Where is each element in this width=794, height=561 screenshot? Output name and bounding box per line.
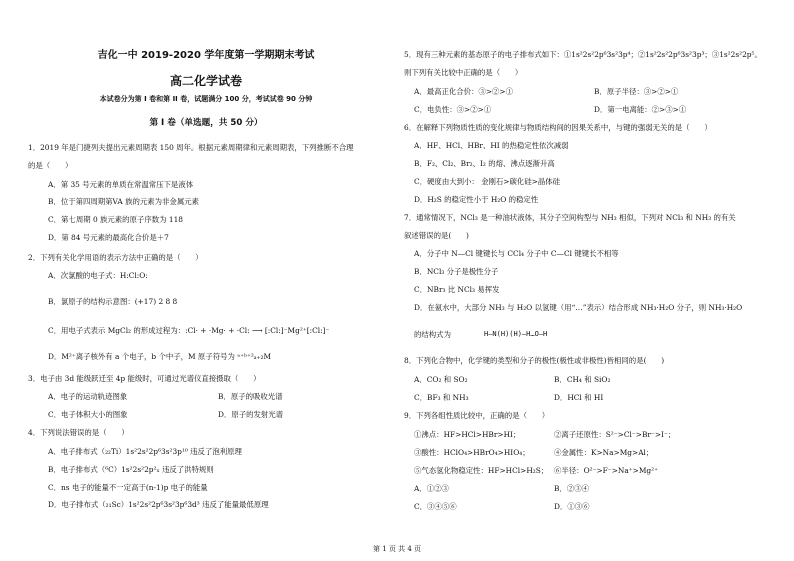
- exam-note: 本试卷分为第 I 卷和第 II 卷，试题满分 100 分，考试试卷 90 分钟: [99, 95, 313, 103]
- question-9-stem: 9．下列各组性质比较中，正确的是（ ）: [404, 411, 550, 420]
- q8-option-d: D．HCl 和 HI: [554, 393, 604, 402]
- question-6-stem: 6．在解释下列物质性质的变化规律与物质结构间的因果关系中，与键的强弱无关的是（ ）: [404, 123, 712, 132]
- q4-option-d: D．电子排布式（₂₁Sc）1s²2s²2p⁶3s²3p⁶3d³ 违反了能量最低原理: [48, 500, 269, 509]
- q1-option-a: A．第 35 号元素的单质在常温常压下是液体: [48, 180, 194, 189]
- q8-option-a: A．CO₂ 和 SO₂: [414, 375, 468, 384]
- page-footer: 第 1 页 共 4 页: [372, 545, 422, 553]
- q7-option-c: C．NBr₃ 比 NCl₃ 易挥发: [414, 285, 500, 294]
- q5-option-a: A．最高正化合价：③>②>①: [414, 87, 514, 96]
- question-5-stem-cont: 则下列有关比较中正确的是（ ）: [404, 68, 523, 77]
- q7-option-b: B．NCl₃ 分子是极性分子: [414, 267, 499, 276]
- q6-option-c: C．硬度由大到小： 金刚石>碳化硅>晶体硅: [414, 177, 561, 186]
- exam-subtitle: 高二化学试卷: [169, 74, 242, 88]
- q1-option-d: D．第 84 号元素的最高化合价是＋7: [48, 233, 169, 242]
- question-5-stem: 5．现有三种元素的基态原子的电子排布式如下：①1s²2s²2p⁶3s²3p⁴；②1s²2s²2p⁶3s²3p³；③1s²2s²2p⁵。: [404, 50, 762, 59]
- q3-option-a: A．电子的运动轨迹图象: [48, 392, 128, 401]
- q5-option-d: D．第一电离能：②>③>①: [594, 105, 687, 114]
- q8-option-c: C．BF₃ 和 NH₃: [414, 393, 469, 402]
- q2-option-d: D．M²⁺离子核外有 a 个电子，b 个中子，M 原子符号为 ᵃ⁺ᵇ⁺²ₐ₊₂M: [48, 352, 272, 361]
- structure-formula: H—N(H)(H)—H…O—H: [484, 330, 548, 338]
- q6-option-a: A．HF、HCl、HBr、HI 的热稳定性依次减弱: [414, 141, 569, 150]
- question-7-stem-cont: 叙述错误的是( ): [404, 231, 469, 240]
- q9-item-6: ⑥半径：O²⁻>F⁻>Na⁺>Mg²⁺: [554, 466, 659, 475]
- q5-option-b: B．原子半径：③>②>①: [594, 87, 679, 96]
- q9-item-1: ①沸点：HF>HCl>HBr>HI；: [414, 430, 521, 439]
- q6-option-b: B．F₂、Cl₂、Br₂、I₂ 的熔、沸点逐渐升高: [414, 159, 555, 168]
- q9-item-4: ④金属性：K>Na>Mg>Al；: [554, 448, 654, 457]
- question-8-stem: 8．下列化合物中，化学键的类型和分子的极性(极性或非极性)皆相同的是( ): [404, 356, 665, 365]
- q8-option-b: B．CH₄ 和 SiO₂: [554, 375, 611, 384]
- question-7-stem: 7．通常情况下，NCl₃ 是一种油状液体，其分子空间构型与 NH₃ 相似，下列对 NCl₃ 和 NH₃ 的有关: [404, 213, 736, 222]
- q1-option-b: B．位于第四周期第VA 族的元素为非金属元素: [48, 197, 199, 206]
- question-4-stem: 4．下列说法错误的是（ ）: [28, 428, 129, 437]
- q3-option-d: D．原子的发射光谱: [218, 410, 284, 419]
- q4-option-b: B．电子排布式（⁶C）1s²2s²2p²ₓ 违反了洪特规则: [48, 465, 214, 474]
- section-title: 第 I 卷（单选题，共 50 分）: [149, 118, 263, 128]
- exam-title: 吉化一中 2019-2020 学年度第一学期期末考试: [97, 50, 315, 61]
- q9-option-b: B．②③④: [554, 484, 589, 493]
- q7-option-d: D．在氨水中，大部分 NH₃ 与 H₂O 以氢键（用“…”表示）结合形成 NH₃·H₂O 分子，则 NH₃·H₂O: [414, 303, 743, 312]
- q7-option-d-cont: 的结构式为: [414, 330, 451, 339]
- q5-option-c: C．电负性：③>②>①: [414, 105, 492, 114]
- q9-option-c: C．③④⑤⑥: [414, 502, 457, 511]
- q6-option-d: D．H₂S 的稳定性小于 H₂O 的稳定性: [414, 195, 539, 204]
- q9-item-3: ③酸性：HClO₄>HBrO₄>HIO₄；: [414, 448, 530, 457]
- question-1-stem: 1．2019 年是门捷列夫提出元素周期表 150 周年。根据元素周期律和元素周期表，下列推断不合理: [28, 143, 354, 152]
- question-2-stem: 2．下列有关化学用语的表示方法中正确的是（ ）: [28, 253, 203, 262]
- q2-option-a: A．次氯酸的电子式：H:Cl:O:: [48, 271, 148, 280]
- q9-item-5: ⑤气态氢化物稳定性：HF>HCl>H₂S；: [414, 466, 549, 475]
- question-1-stem-cont: 的是（ ）: [28, 161, 73, 170]
- q2-option-c: C．用电子式表示 MgCl₂ 的形成过程为：:Cl· + ·Mg· + ·Cl: ⟶ [:Cl:]⁻Mg²⁺[:Cl:]⁻: [48, 326, 330, 335]
- q9-item-2: ②离子还原性：S²⁻>Cl⁻>Br⁻>I⁻；: [554, 430, 676, 439]
- q2-option-b: B．氯原子的结构示意图：(+17) 2 8 8: [48, 297, 178, 306]
- q7-option-a: A．分子中 N—Cl 键键长与 CCl₄ 分子中 C—Cl 键键长不相等: [414, 249, 619, 258]
- q4-option-a: A．电子排布式（₂₂Ti）1s²2s²2p⁶3s²3p¹⁰ 违反了泡利原理: [48, 447, 242, 456]
- q9-option-d: D．①③⑥: [554, 502, 590, 511]
- q3-option-b: B．原子的吸收光谱: [218, 392, 283, 401]
- q1-option-c: C．第七周期 0 族元素的原子序数为 118: [48, 215, 183, 224]
- q9-option-a: A．①②③: [414, 484, 449, 493]
- q3-option-c: C．电子体积大小的图象: [48, 410, 128, 419]
- q4-option-c: C．ns 电子的能量不一定高于(n-1)p 电子的能量: [48, 483, 208, 492]
- question-3-stem: 3．电子由 3d 能级跃迁至 4p 能级时，可通过光谱仪直接摄取（ ）: [28, 374, 261, 383]
